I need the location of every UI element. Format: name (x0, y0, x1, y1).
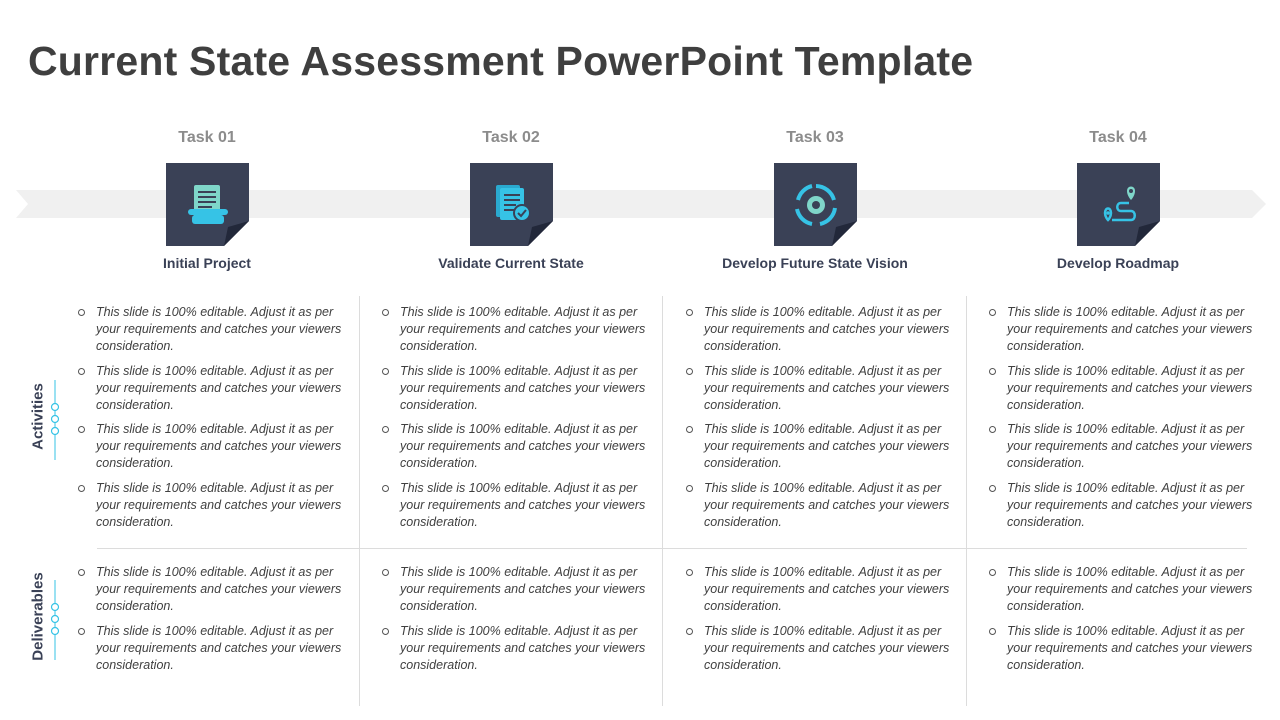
list-item (382, 421, 652, 472)
document-check-icon (490, 183, 534, 227)
bullet-icon (78, 368, 85, 375)
task-column-3 (715, 128, 915, 273)
list-item (686, 623, 956, 674)
list-item-text: This slide is 100% editable. Adjust it as per your requirements and catches your viewers consideration. (96, 623, 342, 672)
list-item (989, 304, 1259, 355)
bullet-icon (686, 309, 693, 316)
list-item (989, 564, 1259, 615)
page-title: Current State Assessment PowerPoint Template (28, 38, 974, 84)
list-item-text: This slide is 100% editable. Adjust it as per your requirements and catches your viewers consideration. (704, 480, 950, 529)
list-item-text: This slide is 100% editable. Adjust it as per your requirements and catches your viewers consideration. (1007, 363, 1253, 412)
bullet-icon (686, 426, 693, 433)
list-item (382, 480, 652, 531)
list-item (686, 421, 956, 472)
bullet-icon (382, 309, 389, 316)
list-item-text: This slide is 100% editable. Adjust it as per your requirements and catches your viewers consideration. (96, 422, 342, 470)
activities-list-task-4 (989, 304, 1259, 538)
task-icon-box (774, 163, 857, 246)
task-column-1 (107, 128, 307, 273)
list-item-text: This slide is 100% editable. Adjust it as per your requirements and catches your viewers consideration. (1007, 422, 1253, 470)
task-name: Develop Future State Vision (722, 255, 908, 271)
row-divider (97, 548, 1247, 549)
list-item (78, 480, 348, 531)
list-item (686, 363, 956, 414)
bullet-icon (989, 628, 996, 635)
list-item-text: This slide is 100% editable. Adjust it as per your requirements and catches your viewers consideration. (96, 305, 342, 353)
bullet-icon (382, 368, 389, 375)
list-item-text: This slide is 100% editable. Adjust it as per your requirements and catches your viewers consideration. (1007, 305, 1253, 353)
deliverables-list-task-2 (382, 564, 652, 681)
task-column-2 (411, 128, 611, 273)
bullet-icon (989, 569, 996, 576)
list-item-text: This slide is 100% editable. Adjust it as per your requirements and catches your viewers consideration. (704, 363, 950, 412)
bullet-icon (686, 628, 693, 635)
list-item (78, 304, 348, 355)
list-item-text: This slide is 100% editable. Adjust it as per your requirements and catches your viewers consideration. (1007, 480, 1253, 529)
deliverables-list-task-1 (78, 564, 348, 681)
task-icon-box (1077, 163, 1160, 246)
task-name: Develop Roadmap (1056, 255, 1180, 271)
list-item (686, 564, 956, 615)
list-item-text: This slide is 100% editable. Adjust it as per your requirements and catches your viewers consideration. (400, 363, 646, 412)
bullet-icon (989, 309, 996, 316)
list-item (78, 623, 348, 674)
activities-list-task-2 (382, 304, 652, 538)
list-item (989, 363, 1259, 414)
task-label: Task 03 (786, 129, 844, 146)
list-item (382, 363, 652, 414)
deliverables-decoration (50, 580, 60, 660)
bullet-icon (78, 309, 85, 316)
bullet-icon (78, 426, 85, 433)
list-item-text: This slide is 100% editable. Adjust it as per your requirements and catches your viewers consideration. (704, 565, 950, 613)
bullet-icon (78, 628, 85, 635)
task-icon-box (166, 163, 249, 246)
activities-decoration (50, 380, 60, 460)
task-label: Task 02 (482, 129, 540, 146)
list-item (686, 480, 956, 531)
list-item-text: This slide is 100% editable. Adjust it as per your requirements and catches your viewers consideration. (704, 305, 950, 353)
list-item-text: This slide is 100% editable. Adjust it as per your requirements and catches your viewers consideration. (1007, 623, 1253, 672)
column-divider (966, 296, 967, 706)
list-item-text: This slide is 100% editable. Adjust it as per your requirements and catches your viewers consideration. (400, 565, 646, 613)
list-item-text: This slide is 100% editable. Adjust it as per your requirements and catches your viewers consideration. (96, 480, 342, 529)
task-name: Initial Project (163, 255, 251, 271)
gear-cycle-icon (794, 183, 838, 227)
route-map-icon (1097, 183, 1141, 227)
list-item (382, 304, 652, 355)
bullet-icon (78, 569, 85, 576)
task-icon-box (470, 163, 553, 246)
list-item (989, 421, 1259, 472)
activities-list-task-1 (78, 304, 348, 538)
task-label: Task 04 (1089, 129, 1147, 146)
list-item-text: This slide is 100% editable. Adjust it as per your requirements and catches your viewers consideration. (400, 305, 646, 353)
list-item (382, 564, 652, 615)
activities-label: Activities (29, 383, 47, 450)
deliverables-list-task-4 (989, 564, 1259, 681)
list-item (78, 363, 348, 414)
deliverables-list-task-3 (686, 564, 956, 681)
bullet-icon (382, 569, 389, 576)
task-column-4 (1018, 128, 1218, 273)
scroll-document-icon (186, 183, 230, 227)
list-item (382, 623, 652, 674)
list-item (989, 623, 1259, 674)
list-item-text: This slide is 100% editable. Adjust it as per your requirements and catches your viewers consideration. (400, 422, 646, 470)
list-item-text: This slide is 100% editable. Adjust it as per your requirements and catches your viewers consideration. (400, 623, 646, 672)
task-label: Task 01 (178, 129, 236, 146)
list-item-text: This slide is 100% editable. Adjust it as per your requirements and catches your viewers consideration. (96, 565, 342, 613)
bullet-icon (382, 628, 389, 635)
bullet-icon (382, 485, 389, 492)
list-item (78, 421, 348, 472)
bullet-icon (989, 368, 996, 375)
list-item-text: This slide is 100% editable. Adjust it as per your requirements and catches your viewers consideration. (400, 480, 646, 529)
column-divider (662, 296, 663, 706)
list-item-text: This slide is 100% editable. Adjust it as per your requirements and catches your viewers consideration. (704, 623, 950, 672)
list-item-text: This slide is 100% editable. Adjust it as per your requirements and catches your viewers consideration. (1007, 565, 1253, 613)
deliverables-label: Deliverables (29, 572, 47, 661)
bullet-icon (989, 426, 996, 433)
list-item-text: This slide is 100% editable. Adjust it as per your requirements and catches your viewers consideration. (704, 422, 950, 470)
bullet-icon (686, 485, 693, 492)
bullet-icon (686, 569, 693, 576)
bullet-icon (686, 368, 693, 375)
bullet-icon (382, 426, 389, 433)
column-divider (359, 296, 360, 706)
bullet-icon (78, 485, 85, 492)
list-item (686, 304, 956, 355)
list-item (78, 564, 348, 615)
activities-list-task-3 (686, 304, 956, 538)
task-name: Validate Current State (438, 255, 584, 271)
bullet-icon (989, 485, 996, 492)
list-item-text: This slide is 100% editable. Adjust it as per your requirements and catches your viewers consideration. (96, 363, 342, 412)
list-item (989, 480, 1259, 531)
